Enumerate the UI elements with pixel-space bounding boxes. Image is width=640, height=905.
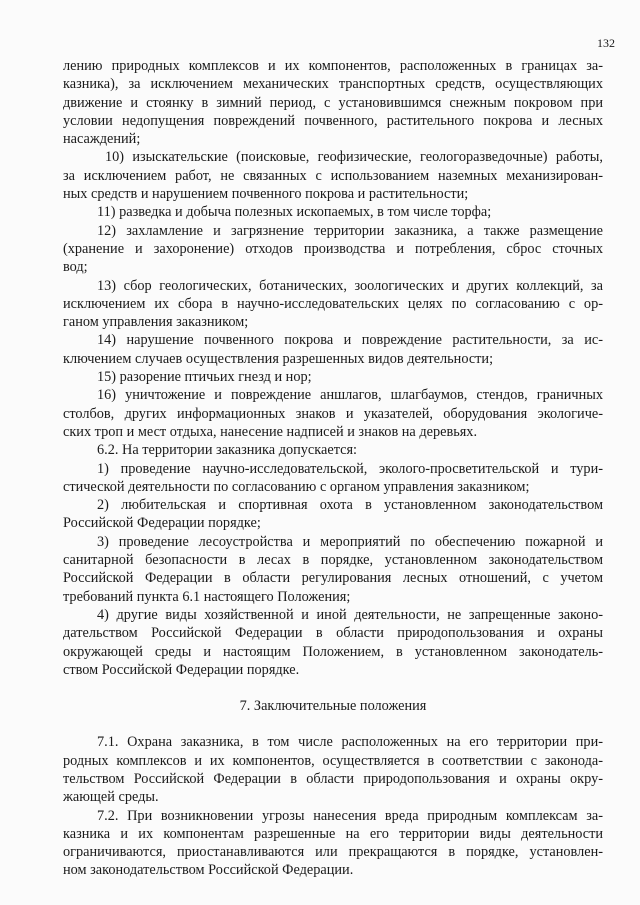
main-text-block	[63, 57, 603, 679]
text-line: 1) проведение научно-исследовательской, эколого-просветительской и тури-	[97, 460, 603, 477]
text-line: 15) разорение птичьих гнезд и нор;	[97, 369, 312, 386]
page-number: 132	[597, 36, 615, 50]
text-line: вод;	[63, 259, 88, 276]
text-line: Российской Федерации порядке;	[63, 515, 261, 532]
text-line: 12) захламление и загрязнение территории заказника, а также размещение	[97, 222, 603, 239]
text-line: 10) изыскательские (поисковые, геофизические, геологоразведочные) работы,	[105, 149, 603, 166]
document-body	[63, 57, 603, 880]
final-provisions-block	[63, 733, 603, 879]
text-line: 3) проведение лесоустройства и мероприятий по обеспечению пожарной и	[97, 533, 603, 550]
text-line: 16) уничтожение и повреждение аншлагов, шлагбаумов, стендов, граничных	[97, 387, 603, 404]
text-line: 7.1. Охрана заказника, в том числе расположенных на его территории при-	[97, 734, 603, 751]
text-line: казника), за исключением механических транспортных средств, осуществляющих	[63, 76, 603, 93]
text-line: 13) сбор геологических, ботанических, зоологических и других коллекций, за	[97, 277, 603, 294]
text-line: 11) разведка и добыча полезных ископаемых, в том числе торфа;	[97, 204, 492, 221]
text-line: ганом управления заказником;	[63, 314, 249, 331]
text-line: тельством Российской Федерации в области природопользования и охраны окру-	[63, 770, 603, 787]
text-line: окружающей среды и настоящим Положением, в установленном законодатель-	[63, 643, 603, 660]
text-line: требований пункта 6.1 настоящего Положения;	[63, 588, 351, 605]
text-line: 4) другие виды хозяйственной и иной деятельности, не запрещенные законо-	[97, 606, 603, 623]
text-line: (хранение и захоронение) отходов производства и потребления, сброс сточных	[63, 240, 603, 257]
text-line: насаждений;	[63, 131, 141, 148]
text-line: ном законодательством Российской Федерации.	[63, 862, 354, 879]
text-line: ством Российской Федерации порядке.	[63, 661, 300, 678]
text-line: 6.2. На территории заказника допускается:	[97, 442, 358, 459]
text-line: санитарной безопасности в лесах в порядке, установленном законодательством	[63, 552, 603, 569]
text-line: исключением их сбора в научно-исследовательских целях по согласованию с ор-	[63, 295, 603, 312]
text-line: ных средств и нарушением почвенного покрова и растительности;	[63, 186, 469, 203]
text-line: 2) любительская и спортивная охота в установленном законодательством	[97, 497, 603, 514]
text-line: стической деятельности по согласованию с органом управления заказником;	[63, 478, 530, 495]
text-line: движение и стоянку в зимний период, с установившимся снежным покровом при	[63, 94, 603, 111]
text-line: жающей среды.	[63, 789, 159, 806]
text-line: за исключением работ, не связанных с использованием наземных механизирован-	[63, 167, 603, 184]
text-line: ограничиваются, приостанавливаются или прекращаются в порядке, установлен-	[63, 844, 603, 861]
text-line: Российской Федерации в области регулирования лесных отношений, с учетом	[63, 570, 603, 587]
text-line: ских троп и мест отдыха, нанесение надписей и знаков на деревьях.	[63, 423, 478, 440]
text-line: 7.2. При возникновении угрозы нанесения вреда природным комплексам за-	[97, 807, 603, 824]
text-line: условии недопущения повреждений почвенного, растительного покрова и лесных	[63, 112, 603, 129]
text-line: столбов, других информационных знаков и указателей, оборудования экологиче-	[63, 405, 603, 422]
text-line: 14) нарушение почвенного покрова и повреждение растительности, за ис-	[97, 332, 603, 349]
section-heading: 7. Заключительные положения	[239, 698, 427, 715]
text-line: казника и их компонентам разрешенные на его территории виды деятельности	[63, 825, 603, 842]
text-line: ключением случаев осуществления разрешенных видов деятельности;	[63, 350, 494, 367]
text-line: родных комплексов и их компонентов, осуществляется в соответствии с законода-	[63, 752, 603, 769]
text-line: дательством Российской Федерации в области природопользования и охраны	[63, 625, 603, 642]
text-line: лению природных комплексов и их компонентов, расположенных в границах за-	[63, 58, 603, 74]
